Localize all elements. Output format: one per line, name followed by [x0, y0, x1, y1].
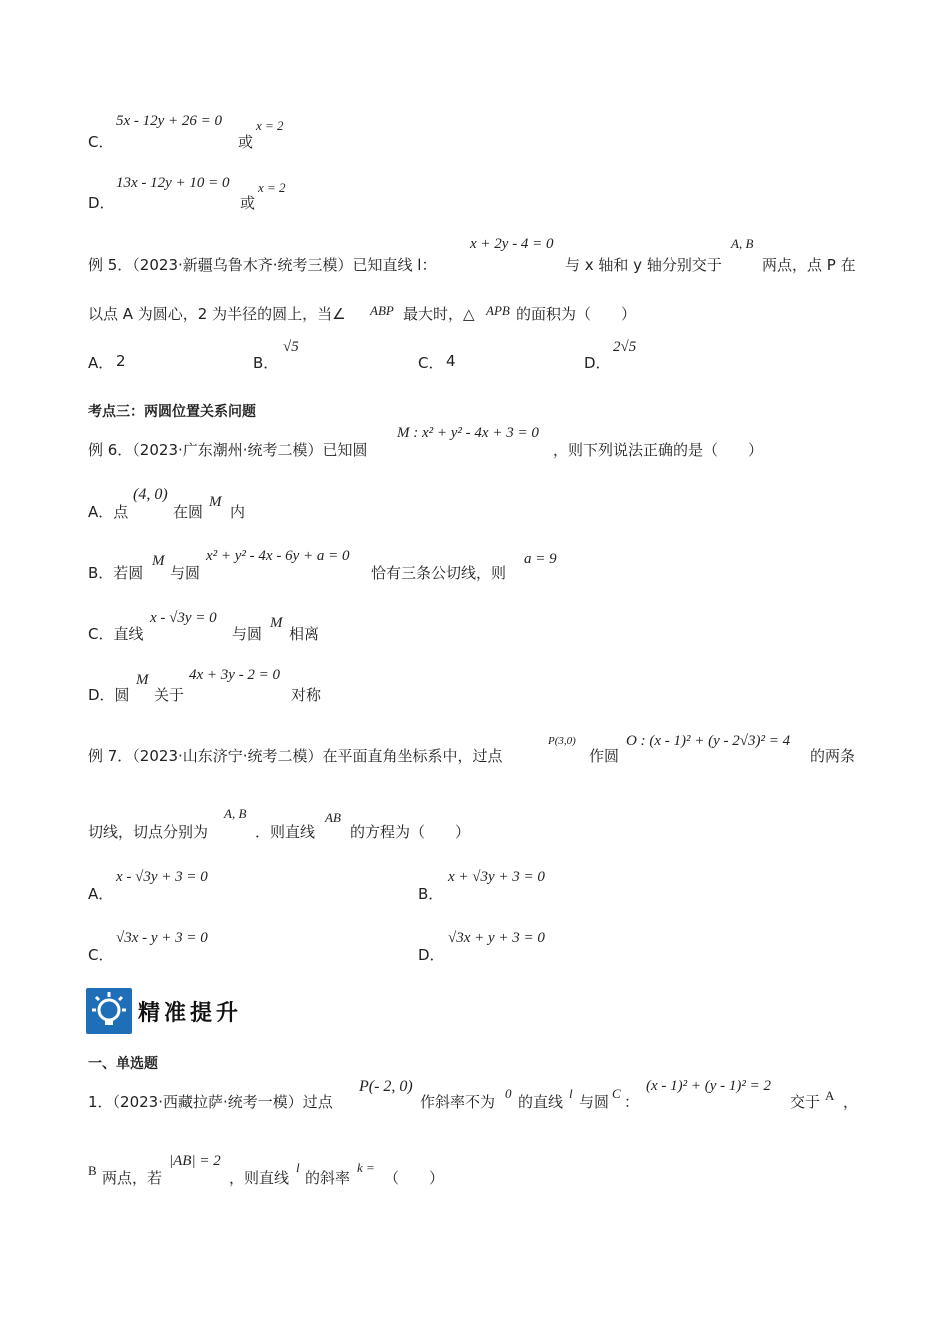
q1-c: C: [612, 1086, 621, 1101]
ex6-b-m: M: [152, 553, 165, 569]
lightbulb-icon: [86, 988, 132, 1034]
q1-k: k =: [357, 1160, 375, 1175]
ex6-a-point: (4, 0): [133, 486, 168, 503]
ex6-b-equation: x² + y² - 4x - 6y + a = 0: [206, 548, 350, 564]
ex5-option-c-label: C．: [418, 354, 444, 372]
ex5-line2b: 最大时，△: [403, 305, 475, 323]
ex6-b-mid: 与圆: [170, 564, 201, 582]
q1-point: P(- 2, 0): [359, 1078, 413, 1095]
ex7-line2c: 的方程为（ ）: [350, 823, 471, 841]
ex6-c-tail: 相离: [289, 625, 320, 643]
ex7-ab: AB: [325, 810, 341, 825]
q1-line2c: 的斜率: [305, 1169, 351, 1187]
ex6-d-tail: 对称: [291, 686, 322, 704]
ex5-option-a-value: 2: [116, 352, 126, 370]
ex5-angle: ABP: [370, 303, 394, 318]
ex6-c-label: C．直线: [88, 625, 144, 643]
option-d-label: D．: [88, 194, 115, 212]
q1-line2d: （ ）: [384, 1169, 445, 1187]
ex6-b-result: a = 9: [524, 551, 557, 567]
ex6-d-mid: 关于: [154, 686, 185, 704]
ex7-option-b-value: x + √3y + 3 = 0: [448, 869, 545, 885]
q1-colon: ：: [624, 1093, 640, 1111]
ex6-b-mid2: 恰有三条公切线，则: [371, 564, 507, 582]
ex7-points: A, B: [224, 806, 247, 821]
q1-circle-equation: (x - 1)² + (y - 1)² = 2: [646, 1078, 772, 1094]
banner-title: 精准提升: [138, 1000, 243, 1026]
ex5-option-a-label: A．: [88, 354, 114, 372]
option-c-label: C．: [88, 133, 114, 151]
section-heading: 考点三：两圆位置关系问题: [88, 404, 256, 420]
ex6-c-mid: 与圆: [232, 625, 263, 643]
ex7-circle-equation: O : (x - 1)² + (y - 2√3)² = 4: [626, 733, 791, 749]
option-d-or: 或: [240, 194, 256, 212]
q1-comma: ，: [843, 1093, 859, 1111]
ex6-d-label: D．圆: [88, 686, 130, 704]
q1-lead: 1．（2023·西藏拉萨·统考一模）过点: [88, 1093, 333, 1111]
ex5-option-b-value: √5: [283, 339, 299, 355]
ex7-option-a-value: x - √3y + 3 = 0: [116, 869, 208, 885]
q1-line2b: ，则直线: [229, 1169, 290, 1187]
q1-abs: |AB| = 2: [169, 1153, 221, 1169]
ex6-tail: ，则下列说法正确的是（ ）: [553, 441, 764, 459]
ex6-a-mid: 在圆: [173, 503, 204, 521]
q1-mid: 作斜率不为: [420, 1093, 496, 1111]
single-choice-heading: 一、单选题: [88, 1056, 158, 1072]
ex5-option-c-value: 4: [446, 352, 456, 370]
ex7-option-b-label: B．: [418, 885, 444, 903]
ex6-d-m: M: [136, 672, 149, 688]
ex6-c-equation: x - √3y = 0: [150, 610, 217, 626]
ex6-d-equation: 4x + 3y - 2 = 0: [189, 667, 281, 683]
option-d-equation: 13x - 12y + 10 = 0: [116, 175, 230, 191]
q1-l2: l: [296, 1160, 300, 1175]
q1-mid2: 的直线: [518, 1093, 564, 1111]
q1-zero: 0: [505, 1086, 512, 1101]
ex7-line2b: ．则直线: [255, 823, 316, 841]
ex5-line2c: 的面积为（ ）: [516, 305, 637, 323]
option-c-or: 或: [238, 133, 254, 151]
ex5-points: A, B: [731, 236, 754, 251]
ex5-option-d-label: D．: [584, 354, 611, 372]
ex7-mid: 作圆: [589, 747, 620, 765]
q1-mid4: 交于: [790, 1093, 821, 1111]
ex7-point: P(3,0): [548, 735, 576, 747]
ex7-option-c-label: C．: [88, 946, 114, 964]
ex7-option-d-label: D．: [418, 946, 445, 964]
ex6-a-m: M: [209, 494, 222, 510]
q1-mid3: 与圆: [579, 1093, 610, 1111]
ex6-b-label: B．若圆: [88, 564, 144, 582]
ex7-lead: 例 7．（2023·山东济宁·统考二模）在平面直角坐标系中，过点: [88, 747, 503, 765]
ex5-line-equation: x + 2y - 4 = 0: [470, 236, 554, 252]
ex7-tail: 的两条: [810, 747, 856, 765]
ex6-circle-equation: M : x² + y² - 4x + 3 = 0: [397, 425, 539, 441]
q1-l: l: [569, 1086, 573, 1101]
ex7-line2a: 切线，切点分别为: [88, 823, 209, 841]
ex7-option-c-value: √3x - y + 3 = 0: [116, 930, 208, 946]
q1-line2a: 两点，若: [102, 1169, 163, 1187]
ex5-tail: 两点，点 P 在: [762, 256, 856, 274]
ex6-c-m: M: [270, 615, 283, 631]
ex6-a-tail: 内: [230, 503, 246, 521]
option-c-equation: 5x - 12y + 26 = 0: [116, 113, 223, 129]
ex5-line2a: 以点 A 为圆心，2 为半径的圆上，当∠: [88, 305, 346, 323]
ex7-option-a-label: A．: [88, 885, 114, 903]
option-d-alt-equation: x = 2: [258, 180, 286, 195]
q1-b: B: [88, 1163, 97, 1178]
ex5-mid: 与 x 轴和 y 轴分别交于: [565, 256, 722, 274]
ex5-triangle: APB: [486, 303, 510, 318]
ex5-option-d-value: 2√5: [613, 339, 637, 355]
ex6-lead: 例 6．（2023·广东潮州·统考二模）已知圆: [88, 441, 368, 459]
ex7-option-d-value: √3x + y + 3 = 0: [448, 930, 545, 946]
option-c-alt-equation: x = 2: [256, 118, 284, 133]
ex5-lead: 例 5．（2023·新疆乌鲁木齐·统考三模）已知直线 l：: [88, 256, 437, 274]
section-banner: [86, 987, 242, 1035]
ex5-option-b-label: B．: [253, 354, 279, 372]
q1-a: A: [825, 1088, 835, 1103]
ex6-a-label: A．点: [88, 503, 129, 521]
